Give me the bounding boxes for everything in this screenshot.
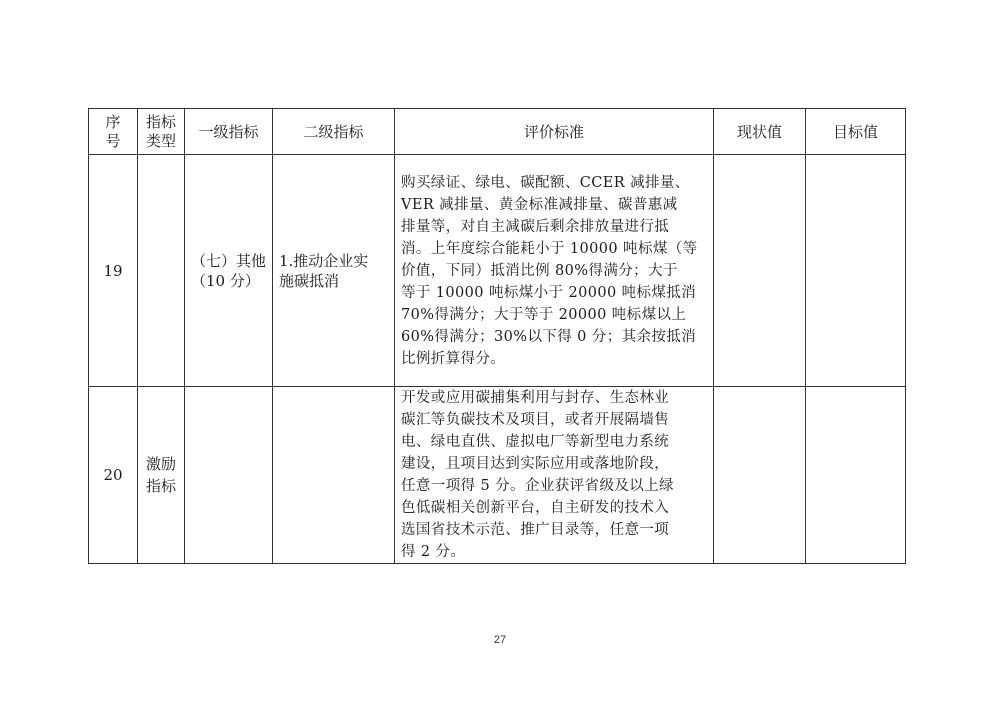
- row-criteria: 购买绿证、绿电、碳配额、CCER 减排量、 VER 减排量、黄金标准减排量、碳普惠减 排量等，对自主减碳后剩余排放量进行抵 消。上年度综合能耗小于 10000 吨标煤（等 价值，下同）抵消比例 80%得满分；大于 等于 10000 吨标煤小于 20000 吨标煤抵消 70%得满分；大于等于 20000 吨标煤以上 60%得满分；30%以下得 0 分；其余按抵消 比例折算得分。: [395, 155, 714, 387]
- row-indicator-type: 激励 指标: [138, 387, 185, 564]
- table-header-row: [89, 109, 906, 155]
- table-row: [89, 387, 906, 564]
- row-seq: 20: [89, 387, 138, 564]
- header-level1: 一级指标: [185, 109, 273, 155]
- row-seq: 19: [89, 155, 138, 387]
- header-current-value: 现状值: [714, 109, 806, 155]
- row-indicator-type: [138, 155, 185, 387]
- table-row: [89, 155, 906, 387]
- row-target-value: [806, 387, 906, 564]
- row-target-value: [806, 155, 906, 387]
- row-level1: [185, 387, 273, 564]
- row-criteria: 开发或应用碳捕集利用与封存、生态林业 碳汇等负碳技术及项目，或者开展隔墙售 电、绿电直供、虚拟电厂等新型电力系统 建设，且项目达到实际应用或落地阶段， 任意一项得 5 分。企业获评省级及以上绿 色低碳相关创新平台，自主研发的技术入 选国省技术示范、推广目录等，任意一项 得 2 分。: [395, 387, 714, 564]
- header-criteria: 评价标准: [395, 109, 714, 155]
- header-target-value: 目标值: [806, 109, 906, 155]
- header-level2: 二级指标: [273, 109, 395, 155]
- row-level1: （七）其他 （10 分）: [185, 155, 273, 387]
- row-level2: [273, 387, 395, 564]
- evaluation-table: [88, 108, 906, 564]
- row-level2: 1.推动企业实 施碳抵消: [273, 155, 395, 387]
- header-seq: 序 号: [89, 109, 138, 155]
- header-indicator-type: 指标 类型: [138, 109, 185, 155]
- page-number: 27: [493, 634, 507, 646]
- row-current-value: [714, 387, 806, 564]
- row-current-value: [714, 155, 806, 387]
